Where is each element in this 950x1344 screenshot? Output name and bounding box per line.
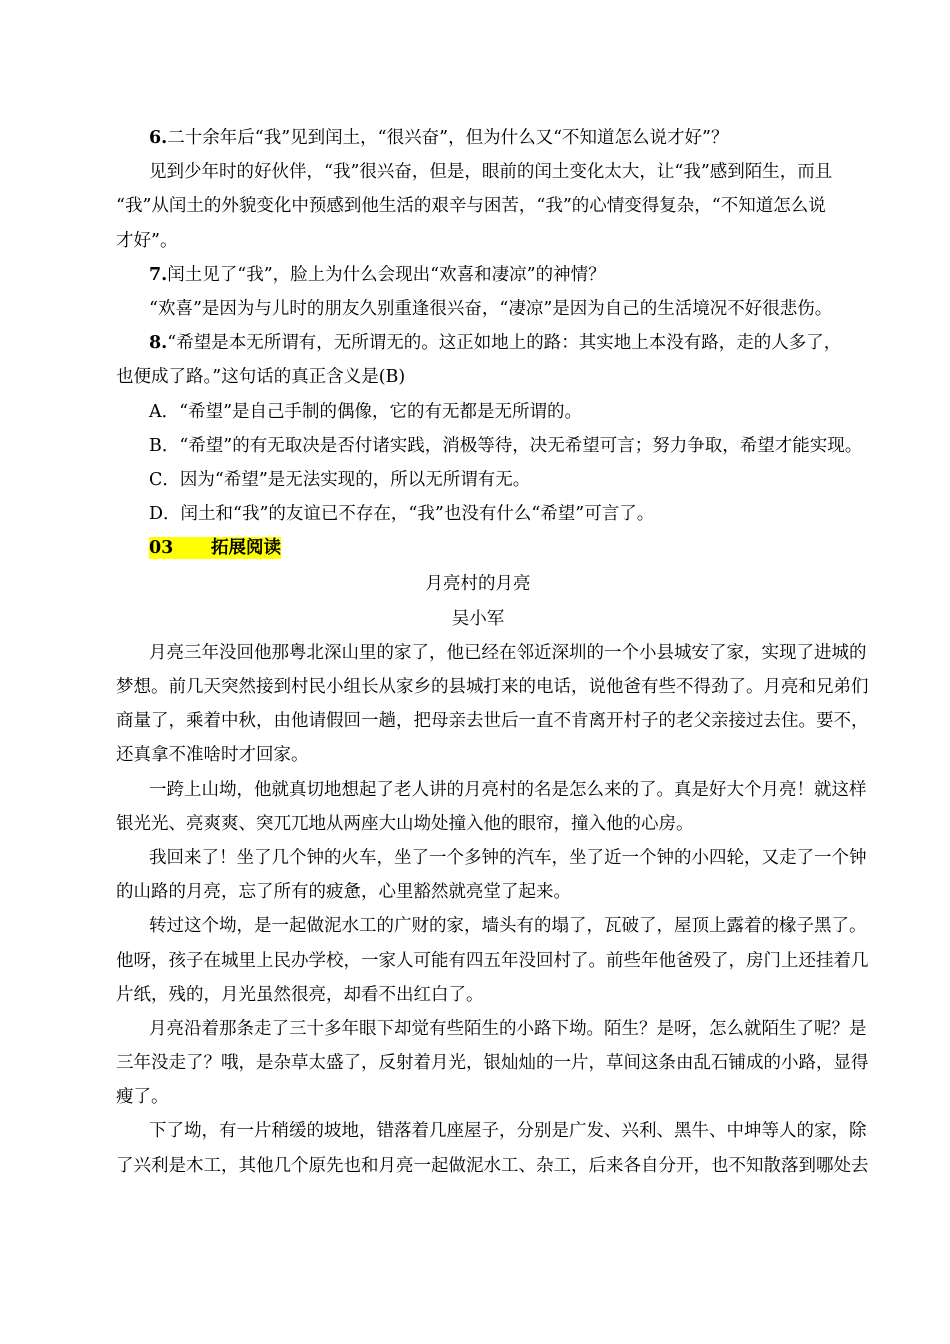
- paragraph-line: 月亮沿着那条走了三十多年眼下却觉有些陌生的小路下坳。陌生？是呀，怎么就陌生了呢？是: [149, 1018, 867, 1039]
- option-c: C．因为“希望”是无法实现的，所以无所谓有无。: [149, 469, 531, 490]
- answer-line: “欢喜”是因为与儿时的朋友久别重逢很兴奋，“凄凉”是因为自己的生活境况不好很悲伤。: [149, 298, 833, 319]
- option-a: A．“希望”是自己手制的偶像，它的有无都是无所谓的。: [149, 401, 583, 422]
- answer-line: 见到少年时的好伙伴，“我”很兴奋，但是，眼前的闰土变化太大，让“我”感到陌生，而且: [149, 162, 833, 183]
- question-7-prompt: [116, 258, 840, 292]
- question-6: [116, 121, 840, 258]
- paragraph-line: 银光光、亮爽爽、突兀兀地从两座大山坳处撞入他的眼帘，撞入他的心房。: [116, 813, 694, 834]
- section-header: [116, 531, 840, 565]
- paragraph-line: 一跨上山坳，他就真切地想起了老人讲的月亮村的名是怎么来的了。真是好大个月亮！就这样: [149, 779, 867, 800]
- paragraph-line: 的山路的月亮，忘了所有的疲惫，心里豁然就亮堂了起来。: [116, 882, 571, 903]
- article-body: [116, 636, 869, 1183]
- section-number: 03: [149, 538, 174, 559]
- question-7-text: 闰土见了“我”，脸上为什么会现出“欢喜和凄凉”的神情？: [167, 264, 606, 285]
- paragraph-line: 商量了，乘着中秋，由他请假回一趟，把母亲去世后一直不肯离开村子的老父亲接过去住。要不，: [116, 711, 869, 732]
- paragraph-line: 他呀，孩子在城里上民办学校，一家人可能有四五年没回村了。前些年他爸殁了，房门上还挂着几: [116, 950, 869, 971]
- paragraph-line: 片纸，残的，月光虽然很亮，却看不出红白了。: [116, 984, 484, 1005]
- question-8: [116, 326, 863, 531]
- article-title: 月亮村的月亮: [425, 574, 531, 595]
- question-6-text: 二十余年后“我”见到闰土，“很兴奋”，但为什么又“不知道怎么说才好”？: [167, 128, 729, 148]
- answer-line: “我”从闰土的外貌变化中预感到他生活的艰辛与困苦，“我”的心情变得复杂，“不知道怎么说: [116, 196, 826, 217]
- paragraph-line: 了兴利是木工，其他几个原先也和月亮一起做泥水工、杂工，后来各自分开，也不知散落到哪处去: [116, 1155, 869, 1176]
- paragraph-line: 瘦了。: [116, 1087, 169, 1108]
- section-tag: [149, 537, 281, 559]
- paragraph-line: 还真拿不准啥时才回家。: [116, 745, 309, 766]
- paragraph-line: 三年没走了？哦，是杂草太盛了，反射着月光，银灿灿的一片，草间这条由乱石铺成的小路，显得: [116, 1053, 869, 1074]
- question-6-number: 6.: [149, 128, 168, 148]
- question-8-prompt: [116, 326, 840, 360]
- question-6-prompt: [116, 121, 840, 155]
- paragraph-line: 转过这个坳，是一起做泥水工的广财的家，墙头有的塌了，瓦破了，屋顶上露着的椽子黑了。: [149, 916, 867, 937]
- question-8-text: “希望是本无所谓有，无所谓无的。这正如地上的路：其实地上本没有路，走的人多了，: [167, 333, 842, 354]
- paragraph-line: 月亮三年没回他那粤北深山里的家了，他已经在邻近深圳的一个小县城安了家，实现了进城的: [149, 642, 867, 663]
- question-7: [116, 258, 840, 326]
- paragraph-line: 我回来了！坐了几个钟的火车，坐了一个多钟的汽车，坐了近一个钟的小四轮，又走了一个钟: [149, 847, 867, 868]
- paragraph-line: 下了坳，有一片稍缓的坡地，错落着几座屋子，分别是广发、兴利、黑牛、中坤等人的家，除: [149, 1121, 867, 1142]
- page-content: [116, 121, 869, 1183]
- option-d: D．闰土和“我”的友谊已不存在，“我”也没有什么“希望”可言了。: [149, 504, 655, 525]
- answer-line: 才好”。: [116, 230, 178, 251]
- section-label: 拓展阅读: [211, 538, 281, 559]
- question-8-text: 也便成了路。”这句话的真正含义是: [116, 367, 379, 388]
- question-8-answer: (B): [378, 367, 406, 388]
- paragraph-line: 梦想。前几天突然接到村民小组长从家乡的县城打来的电话，说他爸有些不得劲了。月亮和兄弟们: [116, 677, 869, 697]
- question-8-prompt-cont: [116, 360, 840, 394]
- option-b: B．“希望”的有无取决是否付诸实践，消极等待，决无希望可言；努力争取，希望才能实现。: [149, 435, 863, 456]
- question-8-number: 8.: [149, 333, 168, 354]
- question-7-number: 7.: [149, 264, 168, 285]
- article-author: 吴小军: [451, 608, 505, 629]
